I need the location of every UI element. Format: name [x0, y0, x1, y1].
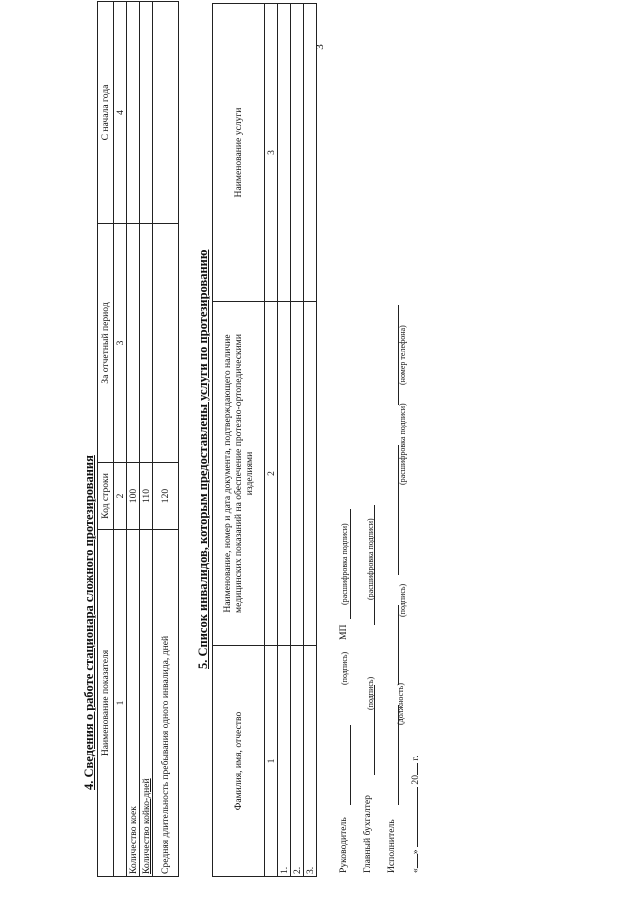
table-row — [127, 2, 140, 877]
col-number: 1 — [114, 530, 127, 877]
row-period-cell[interactable] — [153, 224, 179, 463]
executor-podpis-caption: (подпись) — [398, 583, 407, 617]
head-rasshifrovka-caption: (расшифровка подписи) — [340, 523, 349, 605]
section4-title: 4. Сведения о работе стационара сложного протезирования — [82, 455, 96, 790]
table-row — [291, 4, 304, 877]
executor-phone-caption: (номер телефона) — [398, 325, 407, 385]
row-period-cell[interactable] — [140, 224, 153, 463]
header-fio: Фамилия, имя, отчество — [213, 646, 265, 877]
accountant-label: Главный бухгалтер — [362, 795, 373, 873]
head-signature-line[interactable] — [350, 725, 351, 805]
table-row — [153, 2, 179, 877]
section5-title: 5. Список инвалидов, которым предоставлены услуги по протезированию — [196, 249, 210, 669]
row-period-cell[interactable] — [127, 224, 140, 463]
row-year-cell[interactable] — [127, 2, 140, 224]
executor-signature-line[interactable] — [398, 605, 399, 685]
row-service-cell[interactable] — [278, 4, 291, 302]
row-code: 100 — [127, 463, 140, 530]
header-year: С начала года — [98, 2, 114, 224]
row-name: Средняя длительность пребывания одного инвалида, дней — [153, 530, 179, 877]
row-service-cell[interactable] — [304, 4, 317, 302]
head-podpis-caption: (подпись) — [340, 651, 349, 685]
section5-table — [212, 3, 317, 877]
header-document: Наименование, номер и дата документа, подтверждающего наличие медицинских показаний на обеспечение протезно-ортопедическими изделиями — [213, 302, 265, 646]
date-month-blank[interactable] — [417, 787, 418, 847]
section4-table — [97, 1, 179, 877]
date-year-prefix: 20 — [410, 775, 421, 785]
executor-dolzhnost-caption: (должность) — [396, 683, 405, 725]
table-row — [140, 2, 153, 877]
table-row — [304, 4, 317, 877]
row-code: 120 — [153, 463, 179, 530]
date-close-quote: » — [410, 849, 421, 855]
row-document-cell[interactable] — [291, 302, 304, 646]
page-number: 3 — [314, 44, 326, 50]
row-name: Количество коек — [127, 530, 140, 877]
col-number: 2 — [114, 463, 127, 530]
executor-rasshifrovka-caption: (расшифровка подписи) — [398, 403, 407, 485]
table-number-row — [265, 4, 278, 877]
header-indicator: Наименование показателя — [98, 530, 114, 877]
row-index: 1. — [278, 646, 291, 877]
col-number: 4 — [114, 2, 127, 224]
col-number: 1 — [265, 646, 278, 877]
row-name: Количество койко-дней — [140, 530, 153, 877]
col-number: 2 — [265, 302, 278, 646]
row-index: 3. — [304, 646, 317, 877]
date-year-blank[interactable] — [417, 763, 418, 775]
date-open-quote: « — [410, 868, 421, 873]
row-year-cell[interactable] — [153, 2, 179, 224]
row-document-cell[interactable] — [304, 302, 317, 646]
accountant-rasshifrovka-caption: (расшифровка подписи) — [366, 518, 375, 600]
head-name-line[interactable] — [350, 509, 351, 619]
head-label: Руководитель — [338, 817, 349, 873]
header-code: Код строки — [98, 463, 114, 530]
row-document-cell[interactable] — [278, 302, 291, 646]
table-number-row — [114, 2, 127, 877]
row-service-cell[interactable] — [291, 4, 304, 302]
header-period: За отчетный период — [98, 224, 114, 463]
table-row — [278, 4, 291, 877]
date-year-suffix: г. — [410, 755, 421, 761]
accountant-podpis-caption: (подпись) — [366, 676, 375, 710]
date-row — [410, 755, 421, 873]
date-day-blank[interactable] — [417, 854, 418, 868]
mp-label: МП — [338, 624, 349, 640]
col-number: 3 — [114, 224, 127, 463]
row-code: 110 — [140, 463, 153, 530]
col-number: 3 — [265, 4, 278, 302]
executor-label: Исполнитель — [386, 819, 397, 873]
row-year-cell[interactable] — [140, 2, 153, 224]
row-index: 2. — [291, 646, 304, 877]
header-service: Наименование услуги — [213, 4, 265, 302]
table-header-row — [98, 2, 114, 877]
table-header-row — [213, 4, 265, 877]
